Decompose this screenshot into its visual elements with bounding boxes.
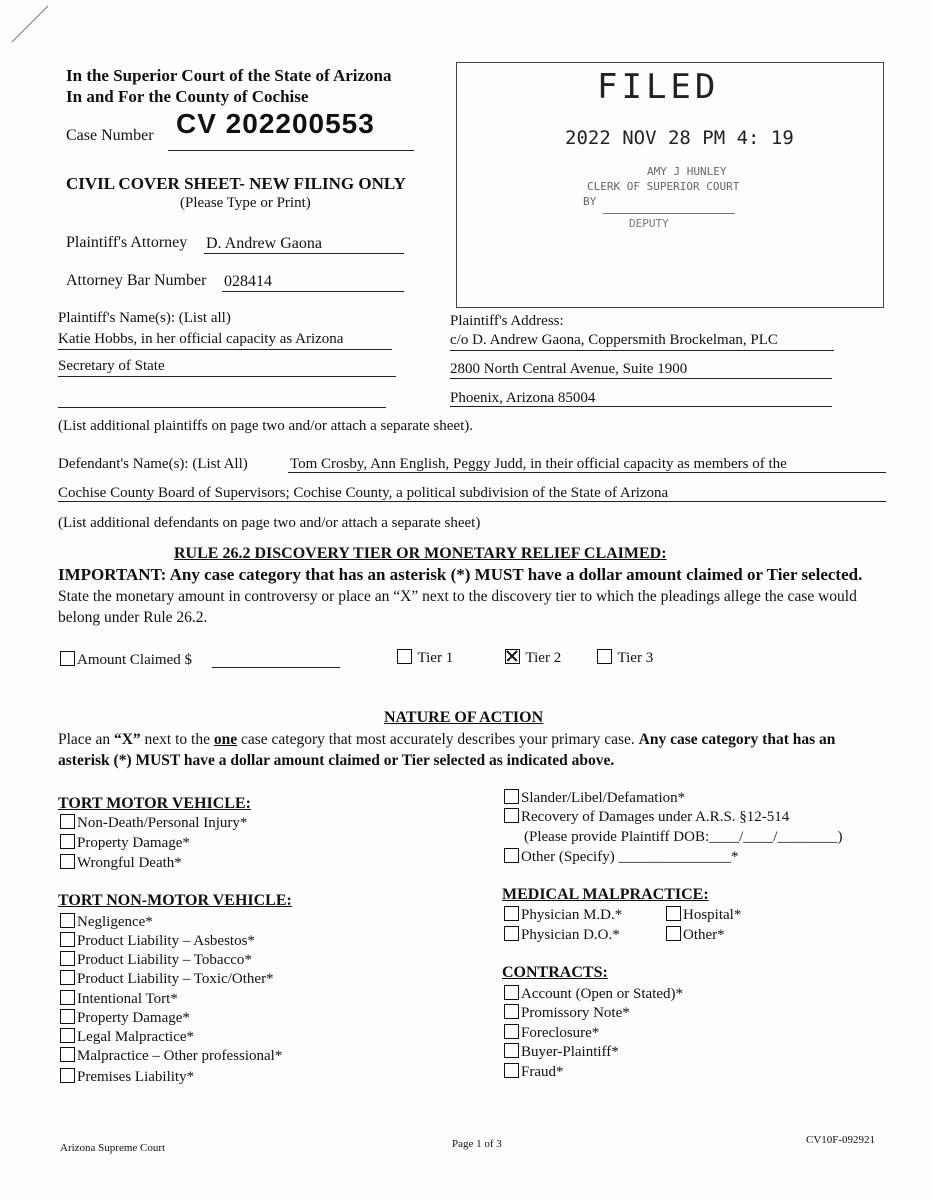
plaintiff-address-line-2[interactable]: 2800 North Central Avenue, Suite 1900: [450, 361, 688, 377]
form-subtitle: (Please Type or Print): [180, 195, 311, 211]
defendant-underline-2: [58, 501, 886, 502]
tier-3-checkbox[interactable]: [597, 649, 612, 664]
stamp-by: BY: [583, 195, 597, 208]
tort-motor-item[interactable]: [60, 854, 182, 872]
plaintiff-address-underline-1: [450, 350, 834, 351]
plaintiff-address-line-3[interactable]: Phoenix, Arizona 85004: [450, 390, 596, 406]
medical-item[interactable]: [666, 906, 741, 924]
checkbox[interactable]: [504, 926, 519, 941]
amount-claimed-label: Amount Claimed $: [77, 652, 192, 668]
plaintiff-dob-field[interactable]: (Please provide Plaintiff DOB:____/____/________): [524, 829, 843, 845]
court-line-1: In the Superior Court of the State of Arizona: [66, 66, 392, 85]
checkbox[interactable]: [60, 990, 75, 1005]
case-number-value[interactable]: CV 202200553: [176, 108, 375, 139]
footer-page-number: Page 1 of 3: [452, 1138, 502, 1150]
checkbox[interactable]: [60, 834, 75, 849]
defendant-label: Defendant's Name(s): (List All): [58, 456, 248, 472]
nature-instructions: [58, 729, 888, 771]
item-label: Recovery of Damages under A.R.S. §12-514: [521, 809, 790, 825]
form-title: CIVIL COVER SHEET- NEW FILING ONLY: [66, 174, 406, 193]
plaintiff-name-underline-1: [58, 349, 392, 350]
recovery-option[interactable]: [504, 808, 789, 826]
tort-non-motor-item[interactable]: [60, 1047, 282, 1065]
rule-important-rest-2: pleadings allege the case would belong under Rule 26.2.: [58, 588, 857, 626]
item-label: Property Damage*: [77, 835, 190, 851]
bar-number-line: [222, 291, 404, 292]
tort-non-motor-item[interactable]: [60, 990, 178, 1008]
attorney-line: [204, 253, 404, 254]
bar-number-value[interactable]: 028414: [224, 273, 272, 290]
checkbox[interactable]: [504, 1043, 519, 1058]
plaintiff-names-label: Plaintiff's Name(s): (List all): [58, 310, 231, 326]
checkbox[interactable]: [60, 913, 75, 928]
plaintiff-additional-note: (List additional plaintiffs on page two and/or attach a separate sheet).: [58, 418, 473, 434]
stamp-date: 2022 NOV 28 PM 4: 19: [565, 127, 794, 149]
item-label: Product Liability – Toxic/Other*: [77, 971, 274, 987]
filed-stamp: [456, 62, 884, 308]
defendant-line-1[interactable]: Tom Crosby, Ann English, Peggy Judd, in their official capacity as members of the: [290, 456, 787, 472]
rule-important-bold: IMPORTANT: Any case category that has an asterisk (*) MUST have a dollar amount claimed or Tier selected.: [58, 565, 863, 584]
stamp-filed: FILED: [597, 67, 720, 107]
checkbox[interactable]: [60, 1047, 75, 1062]
checkbox[interactable]: [60, 970, 75, 985]
plaintiff-name-line-2[interactable]: Secretary of State: [58, 358, 165, 374]
defendant-underline-1: [288, 472, 886, 473]
checkbox[interactable]: [60, 1068, 75, 1083]
scan-mark: [10, 2, 50, 44]
plaintiff-address-label: Plaintiff's Address:: [450, 313, 564, 329]
checkbox[interactable]: [504, 985, 519, 1000]
checkbox[interactable]: [666, 906, 681, 921]
rule-important-paragraph: [58, 564, 870, 628]
tier-3-label: Tier 3: [617, 650, 654, 666]
checkbox[interactable]: [60, 1009, 75, 1024]
item-label: Other (Specify) _______________*: [521, 849, 739, 865]
tier-3-option[interactable]: [597, 649, 653, 667]
item-label: Product Liability – Tobacco*: [77, 952, 252, 968]
contracts-heading: CONTRACTS:: [502, 964, 608, 981]
tier-1-label: Tier 1: [417, 650, 454, 666]
nature-instr-a: Place an: [58, 731, 114, 748]
rule-important-rest-1: State the monetary amount in controversy or place an “X” next to the discovery tier to which the: [58, 588, 657, 605]
item-label: Wrongful Death*: [77, 855, 182, 871]
contracts-item[interactable]: [504, 985, 683, 1003]
stamp-deputy: DEPUTY: [629, 217, 669, 230]
tort-motor-item[interactable]: [60, 814, 247, 832]
case-number-label: Case Number: [66, 127, 154, 144]
rule-heading: RULE 26.2 DISCOVERY TIER OR MONETARY RELIEF CLAIMED:: [174, 545, 667, 562]
case-number-line: [168, 150, 414, 151]
attorney-value[interactable]: D. Andrew Gaona: [206, 235, 322, 252]
plaintiff-name-underline-2: [58, 376, 396, 377]
checkbox[interactable]: [504, 1063, 519, 1078]
item-label: Physician D.O.*: [521, 927, 620, 943]
medical-item[interactable]: [504, 926, 620, 944]
tort-motor-item[interactable]: [60, 834, 190, 852]
defendant-line-2[interactable]: Cochise County Board of Supervisors; Cochise County, a political subdivision of the State of Arizona: [58, 485, 669, 501]
item-label: Buyer-Plaintiff*: [521, 1044, 619, 1060]
checkbox[interactable]: [60, 854, 75, 869]
item-label: Promissory Note*: [521, 1005, 630, 1021]
item-label: Product Liability – Asbestos*: [77, 933, 255, 949]
tort-non-motor-item[interactable]: [60, 1009, 190, 1027]
tort-non-motor-item[interactable]: [60, 913, 153, 931]
nature-instr-b: next to the: [140, 731, 214, 748]
defendant-additional-note: (List additional defendants on page two and/or attach a separate sheet): [58, 515, 481, 531]
checkbox[interactable]: [60, 951, 75, 966]
tort-non-motor-item[interactable]: [60, 932, 255, 950]
tier-1-checkbox[interactable]: [397, 649, 412, 664]
other-specify-option[interactable]: [504, 848, 738, 866]
item-label: Foreclosure*: [521, 1025, 600, 1041]
tier-1-option[interactable]: [397, 649, 453, 667]
medical-heading: MEDICAL MALPRACTICE:: [502, 886, 709, 903]
checkbox[interactable]: [504, 1004, 519, 1019]
checkbox[interactable]: [504, 1024, 519, 1039]
nature-heading: NATURE OF ACTION: [384, 709, 544, 726]
checkbox[interactable]: [60, 1028, 75, 1043]
item-label: Slander/Libel/Defamation*: [521, 790, 686, 806]
item-label: Property Damage*: [77, 1010, 190, 1026]
plaintiff-name-line-1[interactable]: Katie Hobbs, in her official capacity as Arizona: [58, 331, 344, 347]
nature-instr-x: “X”: [113, 731, 141, 748]
footer-left: Arizona Supreme Court: [60, 1142, 166, 1154]
item-label: Fraud*: [521, 1064, 564, 1080]
plaintiff-address-underline-3: [450, 406, 832, 407]
tier-2-checkbox-checked[interactable]: [505, 649, 520, 664]
stamp-by-line: [603, 213, 735, 214]
item-label: Legal Malpractice*: [77, 1029, 195, 1045]
item-label: Intentional Tort*: [77, 991, 178, 1007]
nature-instr-c: case category that most accurately describes your primary case.: [237, 731, 639, 748]
bar-number-label: Attorney Bar Number: [66, 272, 207, 289]
medical-item[interactable]: [666, 926, 725, 944]
contracts-item[interactable]: [504, 1063, 564, 1081]
checkbox[interactable]: [666, 926, 681, 941]
item-label: Negligence*: [77, 914, 153, 930]
item-label: Physician M.D.*: [521, 907, 623, 923]
checkbox[interactable]: [60, 814, 75, 829]
attorney-label: Plaintiff's Attorney: [66, 234, 188, 251]
checkbox[interactable]: [504, 906, 519, 921]
checkbox[interactable]: [504, 848, 519, 863]
stamp-clerk-title: CLERK OF SUPERIOR COURT: [587, 180, 740, 193]
item-label: Premises Liability*: [77, 1069, 195, 1085]
tort-motor-heading: TORT MOTOR VEHICLE:: [58, 795, 251, 812]
amount-claimed-line[interactable]: [212, 667, 340, 668]
item-label: Hospital*: [683, 907, 742, 923]
medical-item[interactable]: [504, 906, 622, 924]
tort-non-motor-heading: TORT NON-MOTOR VEHICLE:: [58, 892, 292, 909]
checkbox[interactable]: [504, 789, 519, 804]
contracts-item[interactable]: [504, 1024, 599, 1042]
footer-form-code: CV10F-092921: [806, 1134, 876, 1146]
contracts-item[interactable]: [504, 1004, 630, 1022]
slander-option[interactable]: [504, 789, 685, 807]
nature-instr-bold-1: Any case category: [638, 731, 759, 748]
stamp-clerk-name: AMY J HUNLEY: [647, 165, 727, 178]
tort-non-motor-item[interactable]: [60, 1028, 194, 1046]
item-label: Malpractice – Other professional*: [77, 1048, 283, 1064]
nature-instr-bold-2: that has an asterisk (*) MUST have a dollar amount claimed or Tier selected as indicated above.: [58, 731, 836, 769]
checkbox[interactable]: [60, 932, 75, 947]
contracts-item[interactable]: [504, 1043, 619, 1061]
amount-claimed-checkbox[interactable]: [60, 651, 75, 666]
plaintiff-address-line-1[interactable]: c/o D. Andrew Gaona, Coppersmith Brockelman, PLC: [450, 332, 778, 348]
item-label: Account (Open or Stated)*: [521, 986, 684, 1002]
item-label: Other*: [683, 927, 725, 943]
plaintiff-name-underline-3[interactable]: [58, 407, 386, 408]
plaintiff-address-underline-2: [450, 378, 832, 379]
nature-instr-one: one: [213, 731, 238, 748]
court-line-2: In and For the County of Cochise: [66, 87, 309, 106]
tier-2-option[interactable]: [505, 649, 561, 667]
amount-claimed-option[interactable]: [60, 651, 192, 669]
checkbox[interactable]: [504, 808, 519, 823]
tort-non-motor-item[interactable]: [60, 1068, 194, 1086]
tort-non-motor-item[interactable]: [60, 970, 274, 988]
tier-2-label: Tier 2: [525, 650, 562, 666]
item-label: Non-Death/Personal Injury*: [77, 815, 248, 831]
tort-non-motor-item[interactable]: [60, 951, 252, 969]
